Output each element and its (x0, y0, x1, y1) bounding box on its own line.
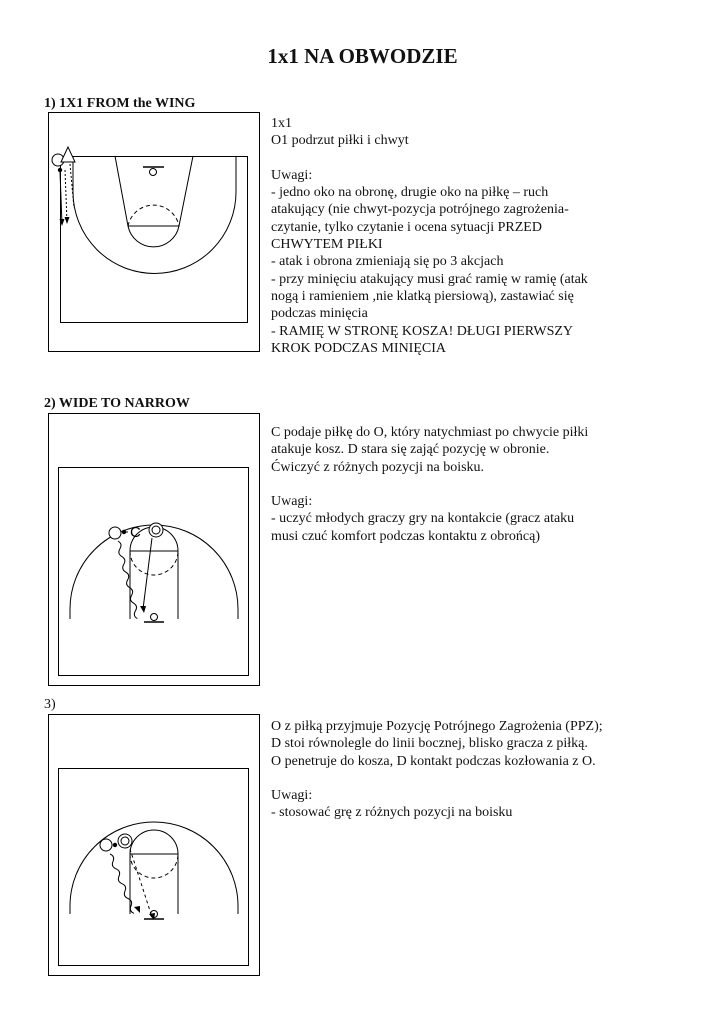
text-line: czytanie, tylko czytanie i ocena sytuacji PRZED (271, 219, 542, 235)
text-line (271, 150, 651, 167)
page-title: 1x1 NA OBWODZIE (267, 44, 458, 68)
text-line: O penetruje do kosza, D kontakt podczas kozłowania z O. (271, 753, 596, 769)
ball-icon (58, 168, 62, 172)
text-line: - atak i obrona zmieniają się po 3 akcjach (271, 254, 504, 270)
text-line: atakujący (nie chwyt-pozycja potrójnego zagrożenia- (271, 202, 569, 218)
court-diagram-2 (48, 413, 260, 686)
text-line: musi czuć komfort podczas kontaktu z obrońcą) (271, 528, 541, 544)
player-c: C (130, 524, 141, 541)
text-line: - RAMIĘ W STRONĘ KOSZA! DŁUGI PIERWSZY (271, 323, 574, 339)
section-2-heading: 2) WIDE TO NARROW (44, 396, 190, 411)
text-line: C podaje piłkę do O, który natychmiast po chwycie piłki (271, 425, 589, 440)
court-diagram-1 (48, 112, 260, 352)
player-o (109, 527, 121, 539)
court-diagram-3 (48, 714, 260, 976)
text-line: atakuje kosz. D stara się zająć pozycję w obronie. (271, 442, 550, 458)
text-line: Uwagi: (271, 788, 313, 804)
text-line: D stoi równolegle do linii bocznej, blisko gracza z piłką. (271, 736, 588, 752)
text-line: KROK PODCZAS MINIĘCIA (271, 340, 447, 356)
section-3-text (271, 718, 651, 822)
text-line: O z piłką przyjmuje Pozycję Potrójnego Zagrożenia (PPZ); (271, 719, 603, 734)
text-line: nogą i ramieniem ,nie klatką piersiową), zastawiać się (271, 288, 574, 304)
basketball-court-diagram-icon (48, 112, 260, 352)
basketball-court-diagram-icon (48, 413, 260, 686)
text-line: - przy minięciu atakujący musi grać ramię w ramię (atak (271, 271, 588, 287)
text-line: - uczyć młodych graczy gry na kontakcie (gracz ataku (271, 511, 575, 527)
text-line: Ćwiczyć z różnych pozycji na boisku. (271, 459, 485, 475)
text-line: - stosować grę z różnych pozycji na boisku (271, 805, 513, 821)
basketball-court-diagram-icon (48, 714, 260, 976)
ball-icon (113, 843, 117, 847)
section-1-text (271, 115, 651, 357)
text-line: Uwagi: (271, 167, 313, 183)
text-line: podczas minięcia (271, 306, 368, 322)
section-2-text (271, 424, 651, 545)
section-1-heading: 1) 1X1 FROM the WING (44, 96, 196, 111)
player-d (149, 523, 163, 537)
text-line: Uwagi: (271, 494, 313, 510)
text-line (271, 770, 651, 787)
player-o (100, 839, 112, 851)
text-line: CHWYTEM PIŁKI (271, 237, 383, 253)
player-1-defender (61, 147, 75, 162)
section-3-heading: 3) (44, 697, 56, 712)
text-line: 1x1 (271, 116, 292, 131)
text-line: - jedno oko na obronę, drugie oko na piłkę – ruch (271, 185, 549, 201)
text-line: O1 podrzut piłki i chwyt (271, 133, 409, 149)
player-d (118, 834, 132, 848)
text-line (271, 476, 651, 493)
